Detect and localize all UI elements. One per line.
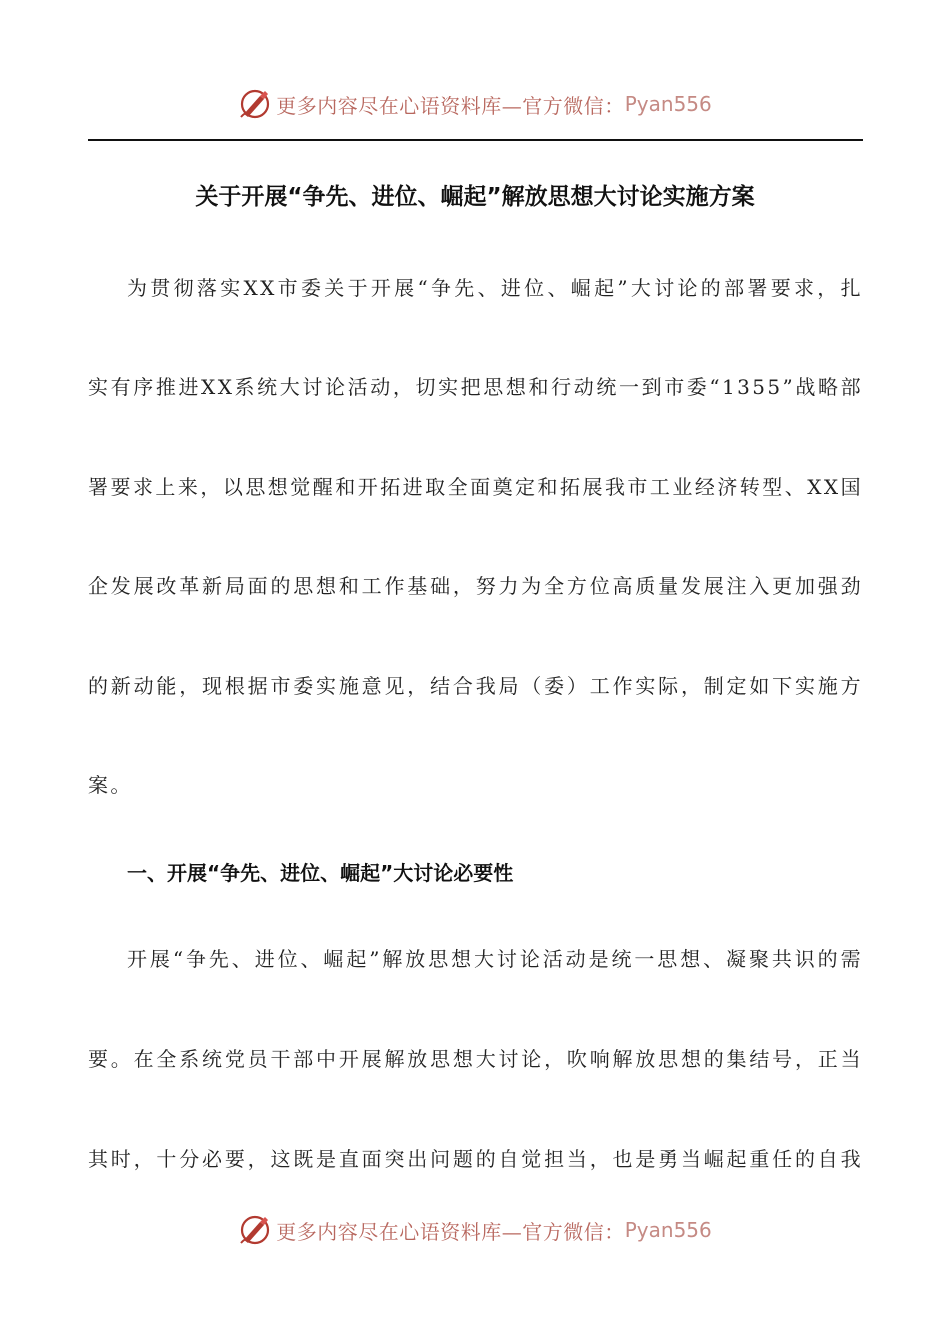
paragraph-line: 的新动能，现根据市委实施意见，结合我局（委）工作实际，制定如下实施方	[88, 674, 863, 698]
paragraph-line: 为贯彻落实XX市委关于开展“争先、进位、崛起”大讨论的部署要求，扎	[127, 276, 863, 300]
banner-wechat-id: Pyan556	[624, 92, 712, 116]
footer-banner	[0, 1212, 950, 1248]
header-banner	[0, 86, 950, 122]
banner-text: 更多内容尽在心语资料库—官方微信：	[276, 1219, 625, 1244]
section-heading: 一、开展“争先、进位、崛起”大讨论必要性	[127, 861, 514, 885]
paragraph-line: 企发展改革新局面的思想和工作基础，努力为全方位高质量发展注入更加强劲	[88, 574, 863, 598]
pen-logo-icon	[238, 87, 272, 121]
banner-wechat-id: Pyan556	[624, 1218, 712, 1242]
document-title: 关于开展“争先、进位、崛起”解放思想大讨论实施方案	[195, 184, 755, 210]
paragraph-line: 实有序推进XX系统大讨论活动，切实把思想和行动统一到市委“1355”战略部	[88, 375, 863, 399]
paragraph-line: 开展“争先、进位、崛起”解放思想大讨论活动是统一思想、凝聚共识的需	[127, 947, 863, 971]
banner-text: 更多内容尽在心语资料库—官方微信：	[276, 93, 625, 118]
paragraph-line: 其时，十分必要，这既是直面突出问题的自觉担当，也是勇当崛起重任的自我	[88, 1147, 863, 1171]
paragraph-line: 案。	[88, 773, 133, 797]
header-divider	[88, 139, 863, 141]
paragraph-line: 要。在全系统党员干部中开展解放思想大讨论，吹响解放思想的集结号，正当	[88, 1047, 863, 1071]
paragraph-line: 署要求上来，以思想觉醒和开拓进取全面奠定和拓展我市工业经济转型、XX国	[88, 475, 863, 499]
pen-logo-icon	[238, 1213, 272, 1247]
